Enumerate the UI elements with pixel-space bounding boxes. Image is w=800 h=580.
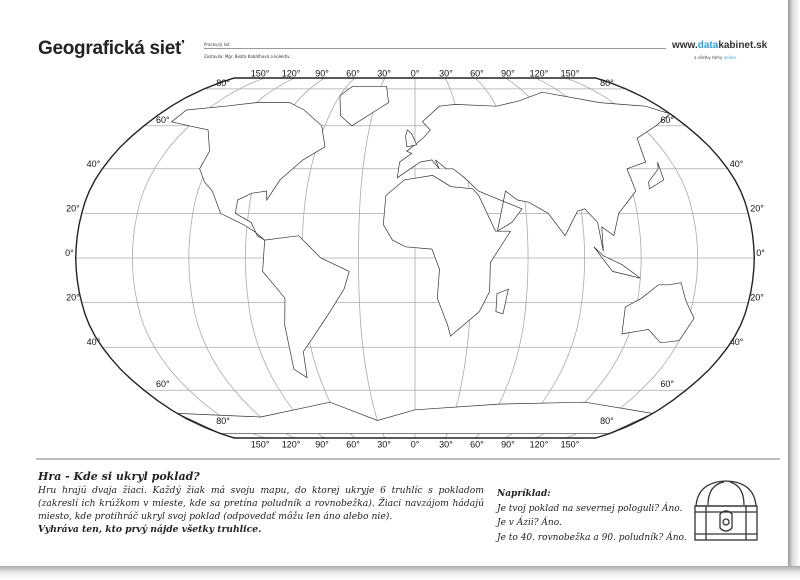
- longitude-label: 90°: [501, 439, 515, 450]
- brand-accent: data: [697, 40, 719, 51]
- longitude-label: 30°: [377, 68, 391, 79]
- continent-madagascar: [496, 289, 509, 314]
- page-shadow-bottom: [0, 566, 800, 580]
- page-title: Geografická sieť: [38, 38, 184, 59]
- longitude-label: 60°: [470, 68, 484, 79]
- latitude-label: 20°: [66, 203, 80, 214]
- longitude-label: 120°: [529, 68, 549, 79]
- brand-prefix: www.: [672, 40, 698, 51]
- latitude-label: 20°: [750, 292, 764, 303]
- example-line: Je tvoj poklad na severnej pologuli? Áno.: [497, 503, 683, 514]
- game-body: Hru hrajú dvaja žiaci. Každý žiak má svoju mapu, do ktorej ukryje 6 truhlíc s pokladom (zakreslí ich krúžkom v mieste, kde sa pretína poludník a rovnobežka). Žiaci navzájom hádajú miesto, kde protihráč ukryl svoj poklad (odpovedať môžu len áno alebo nie).: [38, 485, 484, 522]
- example-line: Je to 40. rovnobežka a 90. poludník? Áno.: [497, 532, 687, 543]
- longitude-label: 30°: [377, 439, 391, 450]
- game-text: [38, 484, 484, 536]
- game-rule: Vyhráva ten, kto prvý nájde všetky truhlice.: [38, 524, 262, 535]
- longitude-label: 60°: [470, 439, 484, 450]
- example-box: [497, 487, 687, 545]
- game-instructions: [38, 470, 484, 536]
- latitude-label: 0°: [756, 248, 765, 258]
- brand-suffix: kabinet.sk: [718, 40, 768, 51]
- longitude-label: 60°: [346, 68, 360, 79]
- subtitle-worksheet: Pracovný list: [204, 42, 230, 47]
- longitude-label: 30°: [439, 439, 453, 450]
- latitude-label: 40°: [729, 337, 744, 348]
- latitude-label: 60°: [156, 114, 170, 125]
- longitude-label: 90°: [315, 439, 329, 450]
- longitude-label: 120°: [281, 68, 301, 79]
- example-heading: Napríklad:: [497, 489, 551, 499]
- continent-north-america: [172, 103, 326, 241]
- example-line: Je v Ázii? Áno.: [497, 518, 562, 528]
- latitude-label: 80°: [600, 77, 614, 88]
- continent-australia: [622, 283, 694, 343]
- longitude-label: 0°: [410, 68, 420, 79]
- latitude-label: 80°: [216, 77, 230, 88]
- continent-africa: [383, 175, 510, 336]
- continent-japan: [649, 162, 664, 189]
- page-shadow-right: [788, 0, 800, 580]
- subtitle-author: Zostavila: Mgr. Beáta Kabáthová a kolektív: [204, 54, 290, 59]
- tagline-text: a všetky témy: [694, 55, 724, 60]
- longitude-label: 90°: [501, 68, 515, 79]
- latitude-label: 40°: [86, 158, 101, 169]
- tagline-accent: online: [723, 55, 736, 60]
- latitude-label: 60°: [660, 379, 674, 390]
- latitude-label: 60°: [660, 114, 674, 125]
- latitude-label: 20°: [66, 292, 80, 303]
- longitude-label: 150°: [250, 68, 270, 79]
- latitude-label: 0°: [65, 248, 74, 258]
- longitude-label: 60°: [346, 439, 360, 450]
- longitude-label: 0°: [410, 439, 420, 450]
- section-divider: [36, 458, 780, 460]
- longitude-label: 150°: [560, 439, 580, 450]
- latitude-label: 80°: [216, 416, 230, 427]
- game-heading: Hra - Kde si ukryl poklad?: [38, 470, 200, 483]
- continent-south-america: [263, 236, 350, 378]
- latitude-label: 40°: [729, 158, 744, 169]
- longitude-label: 90°: [315, 68, 329, 79]
- continent-indonesia: [594, 247, 641, 278]
- longitude-label: 120°: [281, 439, 301, 450]
- latitude-label: 20°: [750, 203, 764, 214]
- latitude-label: 60°: [156, 379, 170, 390]
- latitude-label: 80°: [600, 416, 614, 427]
- longitude-label: 150°: [560, 68, 580, 79]
- continent-greenland: [340, 86, 389, 126]
- longitude-label: 30°: [439, 68, 453, 79]
- longitude-label: 150°: [250, 439, 270, 450]
- longitude-label: 120°: [529, 439, 549, 450]
- latitude-label: 40°: [86, 337, 101, 348]
- treasure-chest-icon: [690, 478, 762, 544]
